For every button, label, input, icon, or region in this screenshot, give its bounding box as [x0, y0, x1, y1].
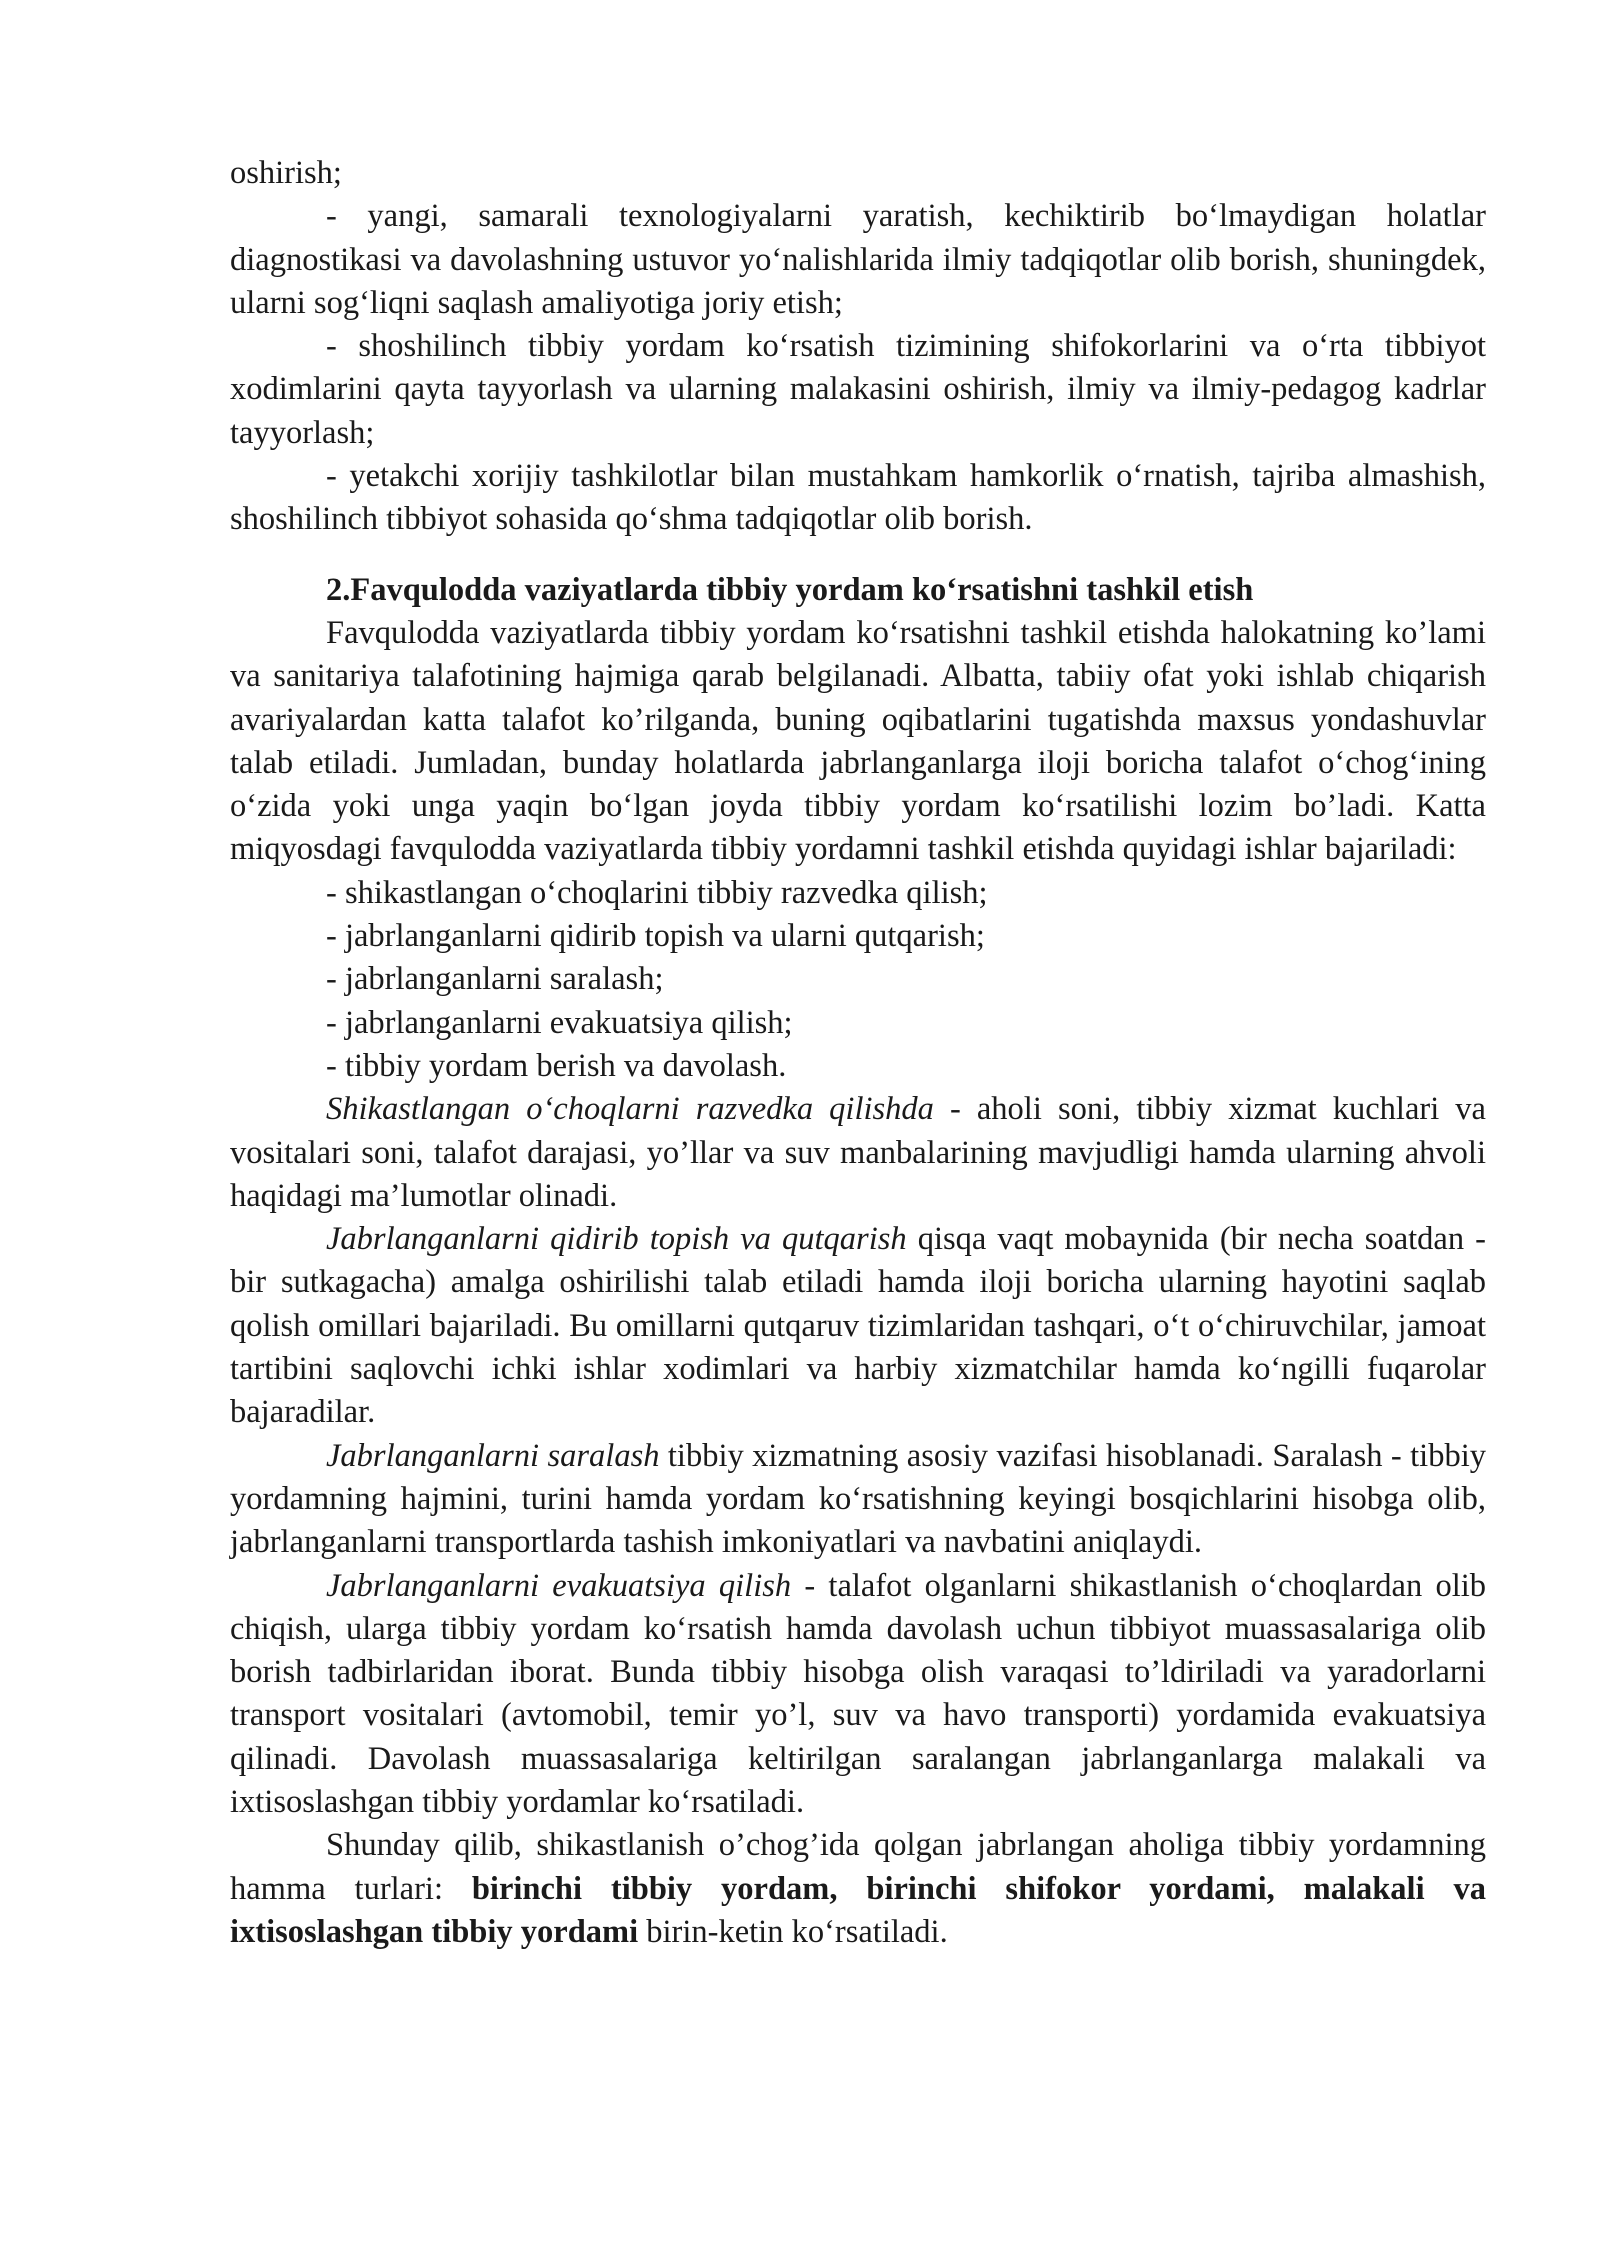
work-list-item: - shikastlangan o‘choqlarini tibbiy razvedka qilish; — [326, 874, 988, 911]
task-item-2: - shoshilinch tibbiy yordam ko‘rsatish tizimining shifokorlarini va o‘rta tibbiyot xodimlarini qayta tayyorlash va ularning malakasini oshirish, ilmiy va ilmiy-pedagog kadrlar tayyorlash; — [230, 328, 1486, 451]
conclusion-paragraph — [230, 1824, 1486, 1954]
triage-term: Jabrlanganlarni saralash — [326, 1437, 660, 1474]
triage-paragraph — [230, 1435, 1486, 1565]
evacuation-text: - talafot olganlarni shikastlanish o‘choqlardan olib chiqish, ularga tibbiy yordam ko‘rsatish hamda davolash uchun tibbiyot muassasalariga olib borish tadbirlaridan iborat. Bunda tibbiy hisobga olish varaqasi to’ldiriladi va yaradorlarni transport vositalari (avtomobil, temir yo’l, suv va havo transporti) yordamida evakuatsiya qilinadi. Davolash muassasalariga keltirilgan saralangan jabrlanganlarga malakali va ixtisoslashgan tibbiy yordamlar ko‘rsatiladi. — [230, 1567, 1486, 1820]
reconnaissance-paragraph — [230, 1088, 1486, 1218]
work-list — [230, 872, 1486, 1088]
search-rescue-term: Jabrlanganlarni qidirib topish va qutqarish — [326, 1221, 907, 1258]
conclusion-end-text: birin-ketin ko‘rsatiladi. — [638, 1913, 948, 1950]
triage-text: tibbiy xizmatning asosiy vazifasi hisoblanadi. Saralash - tibbiy yordamning hajmini, turini hamda yordam ko‘rsatishning keyingi bosqichlarini hisobga olib, jabrlanganlarni transportlarda tashish imkoniyatlari va navbatini aniqlaydi. — [230, 1437, 1486, 1561]
work-list-item: - jabrlanganlarni qidirib topish va ularni qutqarish; — [326, 918, 985, 955]
search-rescue-text: qisqa vaqt mobaynida (bir necha soatdan - bir sutkagacha) amalga oshirilishi talab etiladi hamda iloji boricha ularning hayotini saqlab qolish omillari bajariladi. Bu omillarni qutqaruv tizimlaridan tashqari, o‘t o‘chiruvchilar, jamoat tartibini saqlovchi ichki ishlar xodimlari va harbiy xizmatchilar hamda ko‘ngilli fuqarolar bajaradilar. — [230, 1221, 1486, 1431]
task-item-3: - yetakchi xorijiy tashkilotlar bilan mustahkam hamkorlik o‘rnatish, tajriba almashish, shoshilinch tibbiyot sohasida qo‘shma tadqiqotlar olib borish. — [230, 458, 1486, 538]
conclusion-text: Shunday qilib, shikastlanish o’chog’ida qolgan jabrlangan aholiga tibbiy yordamning hamma turlari: — [230, 1827, 1486, 1907]
evacuation-term: Jabrlanganlarni evakuatsiya qilish — [326, 1567, 792, 1604]
work-list-item: - tibbiy yordam berish va davolash. — [326, 1047, 787, 1084]
section-intro-paragraph: Favqulodda vaziyatlarda tibbiy yordam ko‘rsatishni tashkil etishda halokatning ko’lami va sanitariya talafotining hajmiga qarab belgilanadi. Albatta, tabiiy ofat yoki ishlab chiqarish avariyalardan katta talafot ko’rilganda, buning oqibatlarini tugatishda maxsus yondashuvlar talab etiladi. Jumladan, bunday holatlarda jabrlanganlarga iloji boricha talafot o‘chog‘ining o‘zida yoki unga yaqin bo‘lgan joyda tibbiy yordam ko‘rsatilishi lozim bo’ladi. Katta miqyosdagi favqulodda vaziyatlarda tibbiy yordamni tashkil etishda quyidagi ishlar bajariladi: — [230, 614, 1486, 868]
document-page — [230, 152, 1486, 1954]
work-list-item: - jabrlanganlarni evakuatsiya qilish; — [326, 1004, 793, 1041]
reconnaissance-term: Shikastlangan o‘choqlarni razvedka qilishda — [326, 1091, 934, 1128]
work-list-item: - jabrlanganlarni saralash; — [326, 961, 664, 998]
reconnaissance-text: - aholi soni, tibbiy xizmat kuchlari va vositalari soni, talafot darajasi, yo’llar va suv manbalarining mavjudligi hamda ularning ahvoli haqidagi ma’lumotlar olinadi. — [230, 1091, 1486, 1214]
search-rescue-paragraph — [230, 1218, 1486, 1434]
continuation-line: oshirish; — [230, 155, 342, 191]
task-item-1: - yangi, samarali texnologiyalarni yaratish, kechiktirib bo‘lmaydigan holatlar diagnostikasi va davolashning ustuvor yo‘nalishlarida ilmiy tadqiqotlar olib borish, shuningdek, ularni sog‘liqni saqlash amaliyotiga joriy etish; — [230, 198, 1486, 321]
conclusion-bold-text: birinchi tibbiy yordam, birinchi shifokor yordami, malakali va ixtisoslashgan tibbiy yordami — [230, 1870, 1486, 1950]
section-heading: 2.Favqulodda vaziyatlarda tibbiy yordam ko‘rsatishni tashkil etish — [326, 571, 1254, 608]
evacuation-paragraph — [230, 1565, 1486, 1825]
